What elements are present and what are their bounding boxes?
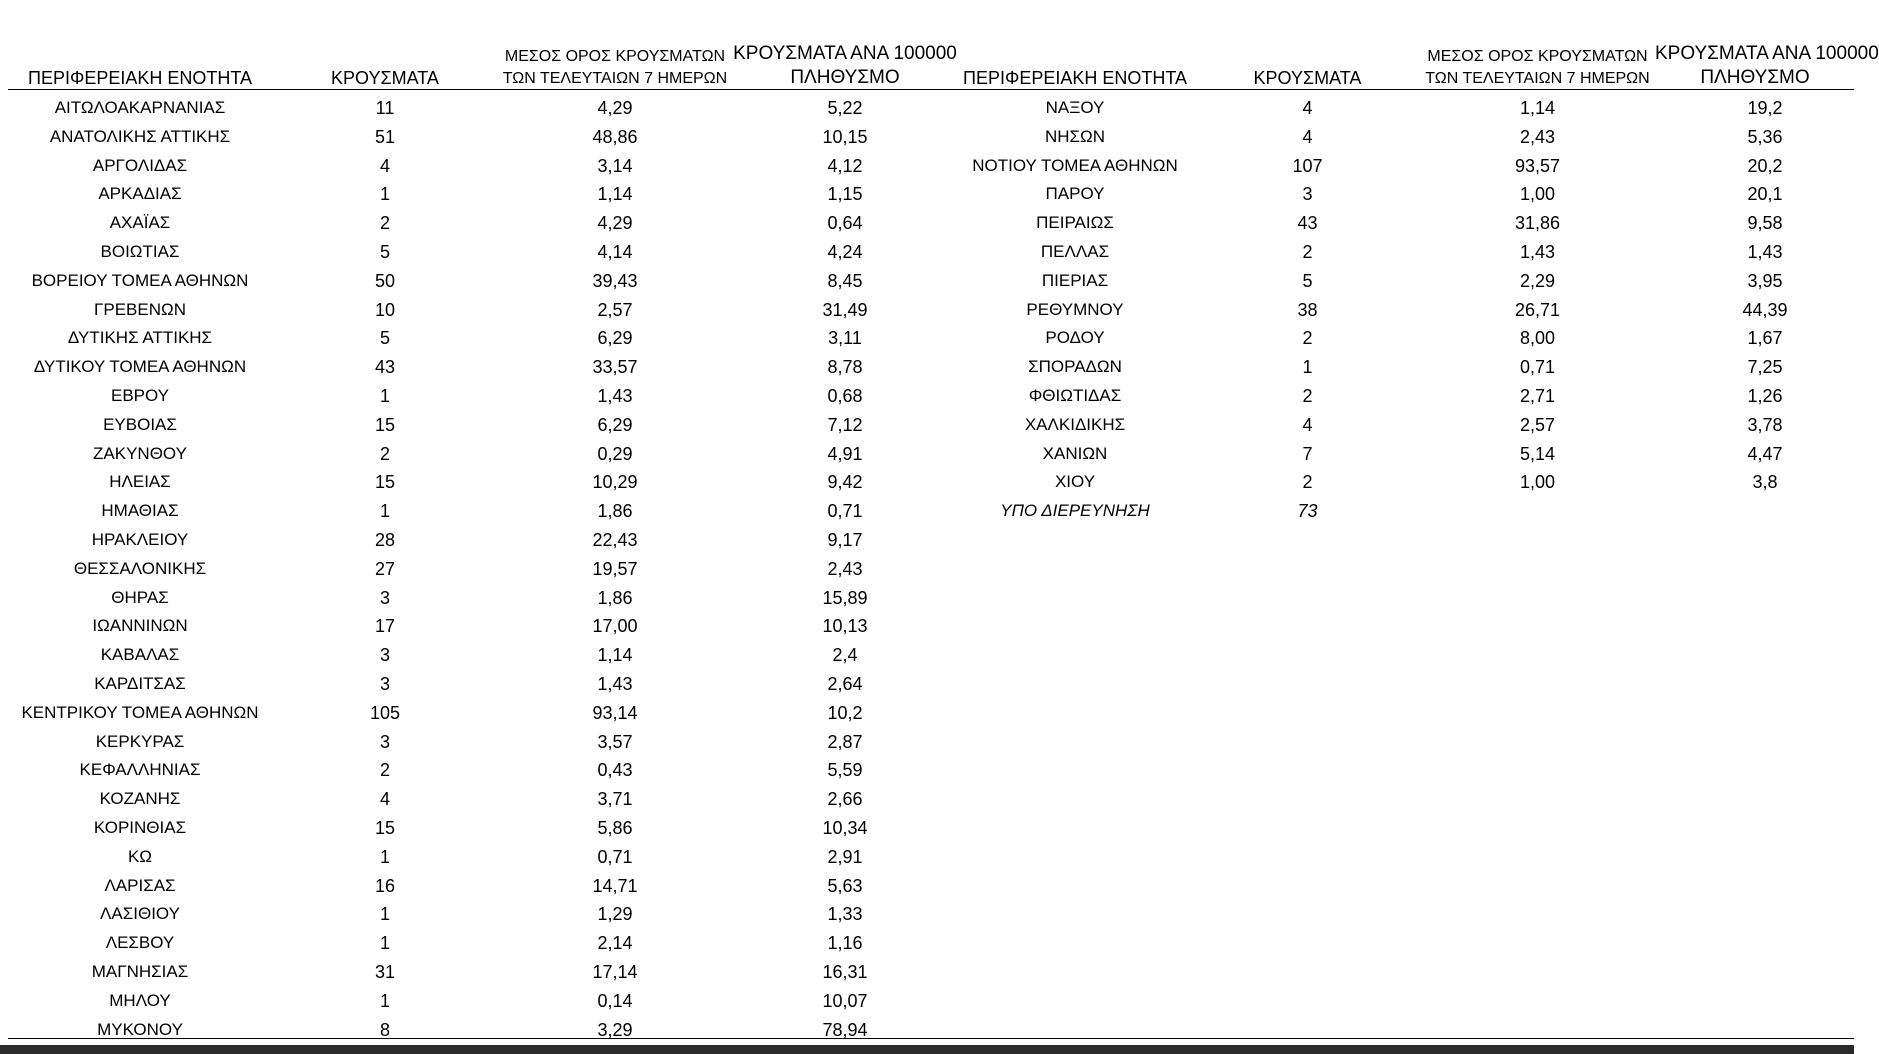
- header-region-right: [960, 40, 1190, 90]
- avg-cell: 17,00: [592, 616, 638, 637]
- per-capita-cell: 10,07: [822, 990, 868, 1011]
- cases-cell: 2: [1302, 386, 1313, 406]
- avg-cell: 1,86: [597, 501, 633, 522]
- avg-cell: 5,86: [597, 818, 633, 838]
- table-row: [0, 1016, 1854, 1045]
- avg-cell: 5,14: [1519, 443, 1556, 464]
- cases-cell: 1: [1302, 357, 1313, 378]
- per-capita-cell: 44,39: [1742, 299, 1788, 320]
- region-cell: ΒΟΙΩΤΙΑΣ: [100, 242, 180, 261]
- footer-divider: [8, 1038, 1854, 1039]
- per-capita-cell: 4,24: [827, 242, 863, 262]
- region-cell: ΛΕΣΒΟΥ: [105, 933, 175, 953]
- avg-cell: 17,14: [592, 962, 638, 982]
- region-cell: ΕΥΒΟΙΑΣ: [103, 414, 177, 434]
- cases-cell: 1: [379, 990, 390, 1011]
- table-row: [0, 296, 1854, 325]
- cases-cell: 2: [1302, 328, 1313, 349]
- per-capita-cell: 1,15: [827, 184, 863, 205]
- region-cell: ΝΗΣΩΝ: [1044, 126, 1106, 146]
- avg-cell: 6,29: [597, 328, 633, 349]
- header-avg-right-line2: ΤΩΝ ΤΕΛΕΥΤΑΙΩΝ 7 ΗΜΕΡΩΝ: [1425, 70, 1650, 87]
- cases-cell: 3: [379, 731, 390, 752]
- cases-cell: 15: [374, 818, 396, 838]
- region-cell: ΝΟΤΙΟΥ ΤΟΜΕΑ ΑΘΗΝΩΝ: [972, 155, 1178, 175]
- region-cell: ΚΩ: [127, 846, 153, 866]
- header-region-left: [10, 40, 270, 90]
- avg-cell: 3,29: [597, 1019, 633, 1040]
- region-cell: ΘΗΡΑΣ: [111, 587, 169, 607]
- region-cell: ΚΑΡΔΙΤΣΑΣ: [94, 674, 186, 693]
- avg-cell: 0,43: [597, 760, 633, 781]
- avg-cell: 4,14: [597, 242, 633, 262]
- region-cell: ΗΜΑΘΙΑΣ: [101, 501, 179, 521]
- region-cell: ΡΟΔΟΥ: [1045, 328, 1105, 348]
- per-capita-cell: 1,33: [827, 904, 863, 925]
- per-capita-cell: 16,31: [822, 962, 868, 982]
- table-row: [0, 94, 1854, 123]
- avg-cell: 26,71: [1514, 299, 1561, 320]
- per-capita-cell: 20,1: [1747, 184, 1783, 205]
- table-row: [0, 785, 1854, 814]
- table-row: [0, 555, 1854, 584]
- table-row: [0, 814, 1854, 843]
- cases-cell: 4: [379, 155, 390, 176]
- per-capita-cell: 5,22: [827, 98, 863, 118]
- table-row: [0, 612, 1854, 641]
- per-capita-cell: 15,89: [822, 587, 868, 608]
- region-cell: ΚΕΝΤΡΙΚΟΥ ΤΟΜΕΑ ΑΘΗΝΩΝ: [21, 702, 259, 722]
- per-capita-cell: 19,2: [1747, 98, 1783, 118]
- region-cell: ΥΠΟ ΔΙΕΡΕΥΝΗΣΗ: [1000, 501, 1150, 521]
- table-row: [0, 180, 1854, 209]
- cases-cell: 4: [1302, 414, 1313, 435]
- region-cell: ΚΟΖΑΝΗΣ: [99, 789, 181, 809]
- per-capita-cell: 0,68: [827, 386, 863, 406]
- table-row: [0, 411, 1854, 440]
- table-row: [0, 382, 1854, 411]
- avg-cell: 1,29: [597, 904, 633, 925]
- region-cell: ΕΒΡΟΥ: [110, 386, 170, 405]
- per-capita-cell: 2,87: [827, 731, 863, 752]
- table-row: [0, 497, 1854, 526]
- table-row: [0, 584, 1854, 613]
- header-divider: [8, 89, 1854, 90]
- cases-cell: 1: [379, 184, 390, 205]
- cases-cell: 2: [379, 213, 390, 234]
- avg-cell: 1,00: [1519, 184, 1556, 205]
- per-capita-cell: 0,71: [827, 501, 863, 522]
- avg-cell: 2,29: [1519, 270, 1556, 291]
- header-cases-left-label: ΚΡΟΥΣΜΑΤΑ: [331, 68, 439, 88]
- per-capita-cell: 2,43: [827, 558, 863, 579]
- region-cell: ΠΕΙΡΑΙΩΣ: [1036, 213, 1114, 233]
- region-cell: ΑΡΓΟΛΙΔΑΣ: [92, 155, 188, 175]
- header-avg-right-line1: ΜΕΣΟΣ ΟΡΟΣ ΚΡΟΥΣΜΑΤΩΝ: [1427, 48, 1648, 65]
- header-avg-left-line2: ΤΩΝ ΤΕΛΕΥΤΑΙΩΝ 7 ΗΜΕΡΩΝ: [502, 70, 728, 87]
- per-capita-cell: 10,34: [822, 818, 868, 838]
- region-cell: ΗΡΑΚΛΕΙΟΥ: [91, 530, 189, 549]
- per-capita-cell: 7,12: [827, 414, 863, 435]
- cases-cell: 50: [374, 270, 396, 291]
- avg-cell: 0,71: [1519, 357, 1556, 378]
- cases-cell: 4: [1302, 126, 1313, 147]
- avg-cell: 1,43: [597, 386, 633, 406]
- per-capita-cell: 8,78: [827, 357, 863, 378]
- avg-cell: 1,14: [1519, 98, 1556, 118]
- cases-cell: 2: [379, 443, 390, 464]
- per-capita-cell: 1,43: [1747, 242, 1783, 262]
- region-cell: ΑΙΤΩΛΟΑΚΑΡΝΑΝΙΑΣ: [54, 98, 226, 117]
- avg-cell: 0,71: [597, 846, 633, 867]
- table-row: [0, 958, 1854, 987]
- cases-cell: 10: [374, 299, 396, 320]
- avg-cell: 4,29: [597, 213, 633, 234]
- region-cell: ΚΕΡΚΥΡΑΣ: [95, 731, 185, 751]
- cases-cell: 3: [379, 587, 390, 608]
- cases-cell: 5: [379, 328, 390, 349]
- table-row: [0, 353, 1854, 382]
- per-capita-cell: 78,94: [822, 1019, 868, 1040]
- avg-cell: 3,71: [597, 789, 633, 810]
- header-per-right-line1: ΚΡΟΥΣΜΑΤΑ ΑΝΑ 100000: [1655, 43, 1879, 64]
- avg-cell: 10,29: [592, 472, 638, 493]
- region-cell: ΗΛΕΙΑΣ: [109, 472, 171, 492]
- header-per-left: [730, 40, 960, 90]
- avg-cell: 4,29: [597, 98, 633, 118]
- avg-cell: 3,14: [597, 155, 633, 176]
- cases-cell: 4: [1302, 98, 1313, 118]
- region-cell: ΦΘΙΩΤΙΔΑΣ: [1028, 386, 1122, 405]
- cases-cell: 3: [379, 674, 390, 694]
- per-capita-cell: 5,36: [1747, 126, 1783, 147]
- per-capita-cell: 1,67: [1747, 328, 1783, 349]
- avg-cell: 14,71: [592, 875, 638, 896]
- table-row: [0, 987, 1854, 1016]
- table-row: [0, 641, 1854, 670]
- avg-cell: 1,43: [597, 674, 633, 694]
- avg-cell: 2,57: [1519, 414, 1556, 435]
- per-capita-cell: 3,95: [1747, 270, 1783, 291]
- region-cell: ΓΡΕΒΕΝΩΝ: [94, 299, 186, 319]
- avg-cell: 33,57: [592, 357, 638, 378]
- avg-cell: 93,57: [1514, 155, 1561, 176]
- per-capita-cell: 5,63: [827, 875, 863, 896]
- avg-cell: 2,71: [1519, 386, 1556, 406]
- avg-cell: 0,29: [597, 443, 633, 464]
- region-cell: ΧΙΟΥ: [1054, 472, 1096, 492]
- region-cell: ΔΥΤΙΚΗΣ ΑΤΤΙΚΗΣ: [67, 328, 213, 348]
- region-cell: ΧΑΛΚΙΔΙΚΗΣ: [1024, 414, 1126, 434]
- avg-cell: 3,57: [597, 731, 633, 752]
- table-row: [0, 526, 1854, 555]
- table-row: [0, 123, 1854, 152]
- per-capita-cell: 1,16: [827, 933, 863, 954]
- per-capita-cell: 9,17: [827, 530, 863, 550]
- region-cell: ΧΑΝΙΩΝ: [1042, 443, 1108, 463]
- per-capita-cell: 3,78: [1747, 414, 1783, 435]
- per-capita-cell: 2,64: [827, 674, 863, 694]
- per-capita-cell: 3,8: [1752, 472, 1778, 493]
- header-cases-right-label: ΚΡΟΥΣΜΑΤΑ: [1253, 68, 1362, 88]
- table-row: [0, 468, 1854, 497]
- cases-cell: 15: [374, 414, 396, 435]
- table-row: [0, 267, 1854, 296]
- avg-cell: 93,14: [592, 702, 638, 723]
- per-capita-cell: 0,64: [827, 213, 863, 234]
- per-capita-cell: 9,58: [1747, 213, 1783, 234]
- table-row: [0, 670, 1854, 699]
- header-cases-right: [1230, 40, 1385, 90]
- header-per-left-line1: ΚΡΟΥΣΜΑΤΑ ΑΝΑ 100000: [733, 43, 957, 64]
- header-region-left-label: ΠΕΡΙΦΕΡΕΙΑΚΗ ΕΝΟΤΗΤΑ: [27, 68, 253, 88]
- region-cell: ΜΥΚΟΝΟΥ: [97, 1019, 183, 1039]
- cases-cell: 43: [1297, 213, 1318, 234]
- avg-cell: 1,00: [1519, 472, 1556, 493]
- region-cell: ΑΝΑΤΟΛΙΚΗΣ ΑΤΤΙΚΗΣ: [49, 126, 231, 146]
- region-cell: ΛΑΡΙΣΑΣ: [104, 875, 176, 895]
- cases-cell: 3: [379, 645, 390, 666]
- header-region-right-label: ΠΕΡΙΦΕΡΕΙΑΚΗ ΕΝΟΤΗΤΑ: [962, 68, 1188, 88]
- avg-cell: 48,86: [592, 126, 638, 147]
- cases-cell: 1: [379, 904, 390, 925]
- per-capita-cell: 4,47: [1747, 443, 1783, 464]
- region-cell: ΒΟΡΕΙΟΥ ΤΟΜΕΑ ΑΘΗΝΩΝ: [31, 270, 249, 290]
- region-cell: ΑΡΚΑΔΙΑΣ: [98, 184, 182, 204]
- table-row: [0, 929, 1854, 958]
- cases-cell: 15: [374, 472, 396, 493]
- cases-cell: 43: [374, 357, 396, 378]
- cases-cell: 5: [379, 242, 390, 262]
- region-cell: ΜΗΛΟΥ: [109, 990, 171, 1010]
- cases-cell: 51: [374, 126, 396, 147]
- avg-cell: 2,14: [597, 933, 633, 954]
- avg-cell: 1,86: [597, 587, 633, 608]
- avg-cell: 1,43: [1519, 242, 1556, 262]
- region-cell: ΘΕΣΣΑΛΟΝΙΚΗΣ: [73, 558, 207, 578]
- region-cell: ΛΑΣΙΘΙΟΥ: [100, 904, 180, 924]
- region-cell: ΡΕΘΥΜΝΟΥ: [1026, 299, 1124, 319]
- header-avg-left: [500, 40, 730, 90]
- per-capita-cell: 20,2: [1747, 155, 1783, 176]
- table-row: [0, 440, 1854, 469]
- table-row: [0, 843, 1854, 872]
- avg-cell: 0,14: [597, 990, 633, 1011]
- avg-cell: 2,43: [1519, 126, 1556, 147]
- avg-cell: 8,00: [1519, 328, 1556, 349]
- per-capita-cell: 4,91: [827, 443, 863, 464]
- cases-cell: 7: [1302, 443, 1313, 464]
- table-row: [0, 728, 1854, 757]
- per-capita-cell: 9,42: [827, 472, 863, 493]
- header-per-right-line2: ΠΛΗΘΥΣΜΟ: [1700, 67, 1810, 88]
- cases-cell: 1: [379, 386, 390, 406]
- region-cell: ΙΩΑΝΝΙΝΩΝ: [92, 616, 188, 636]
- per-capita-cell: 10,15: [822, 126, 868, 147]
- table-row: [0, 152, 1854, 181]
- region-cell: ΜΑΓΝΗΣΙΑΣ: [91, 962, 189, 981]
- per-capita-cell: 2,91: [827, 846, 863, 867]
- per-capita-cell: 5,59: [827, 760, 863, 781]
- table-row: [0, 872, 1854, 901]
- region-cell: ΚΕΦΑΛΛΗΝΙΑΣ: [79, 760, 201, 780]
- table-row: [0, 756, 1854, 785]
- table-row: [0, 900, 1854, 929]
- avg-cell: 19,57: [592, 558, 638, 579]
- cases-cell: 2: [1302, 242, 1313, 262]
- cases-cell: 28: [374, 530, 396, 550]
- per-capita-cell: 7,25: [1747, 357, 1783, 378]
- avg-cell: 22,43: [592, 530, 638, 550]
- cases-cell: 2: [379, 760, 390, 781]
- cases-cell: 105: [369, 702, 401, 723]
- region-cell: ΑΧΑΪΑΣ: [109, 213, 171, 233]
- header-cases-left: [300, 40, 470, 90]
- per-capita-cell: 3,11: [828, 328, 862, 349]
- table-row: [0, 238, 1854, 267]
- per-capita-cell: 8,45: [827, 270, 863, 291]
- cases-cell: 1: [379, 501, 390, 522]
- cases-cell: 107: [1292, 155, 1323, 176]
- avg-cell: 2,57: [597, 299, 633, 320]
- region-cell: ΠΙΕΡΙΑΣ: [1041, 270, 1109, 290]
- bottom-bar: [0, 1045, 1854, 1054]
- cases-cell: 2: [1302, 472, 1313, 493]
- region-cell: ΚΑΒΑΛΑΣ: [100, 645, 180, 665]
- region-cell: ΣΠΟΡΑΔΩΝ: [1028, 357, 1122, 377]
- table-row: [0, 324, 1854, 353]
- per-capita-cell: 10,2: [827, 702, 863, 723]
- per-capita-cell: 1,26: [1747, 386, 1783, 406]
- avg-cell: 1,14: [597, 184, 633, 205]
- cases-cell: 4: [379, 789, 390, 810]
- cases-cell: 1: [379, 846, 390, 867]
- cases-cell: 31: [374, 962, 396, 982]
- table-header: [0, 40, 1879, 90]
- cases-cell: 1: [379, 933, 390, 954]
- cases-cell: 38: [1297, 299, 1318, 320]
- cases-cell: 8: [379, 1019, 390, 1040]
- cases-cell: 17: [374, 616, 396, 637]
- per-capita-cell: 10,13: [822, 616, 868, 637]
- cases-cell: 73: [1297, 501, 1318, 522]
- cases-cell: 11: [375, 98, 395, 118]
- region-cell: ΚΟΡΙΝΘΙΑΣ: [93, 818, 187, 837]
- header-avg-right: [1420, 40, 1655, 90]
- per-capita-cell: 4,12: [827, 155, 863, 176]
- table-row: [0, 209, 1854, 238]
- region-cell: ΠΑΡΟΥ: [1045, 184, 1105, 204]
- avg-cell: 31,86: [1514, 213, 1561, 234]
- avg-cell: 1,14: [597, 645, 633, 666]
- region-cell: ΔΥΤΙΚΟΥ ΤΟΜΕΑ ΑΘΗΝΩΝ: [33, 357, 247, 377]
- cases-cell: 16: [374, 875, 396, 896]
- header-per-right: [1655, 40, 1879, 90]
- per-capita-cell: 2,4: [832, 645, 858, 666]
- region-cell: ΝΑΞΟΥ: [1045, 98, 1105, 117]
- per-capita-cell: 2,66: [827, 789, 863, 810]
- avg-cell: 6,29: [597, 414, 633, 435]
- header-per-left-line2: ΠΛΗΘΥΣΜΟ: [790, 67, 900, 88]
- avg-cell: 39,43: [592, 270, 638, 291]
- region-cell: ΖΑΚΥΝΘΟΥ: [93, 443, 187, 463]
- header-avg-left-line1: ΜΕΣΟΣ ΟΡΟΣ ΚΡΟΥΣΜΑΤΩΝ: [504, 48, 726, 65]
- per-capita-cell: 31,49: [822, 299, 868, 320]
- cases-cell: 27: [374, 558, 396, 579]
- table-row: [0, 699, 1854, 728]
- cases-cell: 3: [1302, 184, 1313, 205]
- cases-cell: 5: [1302, 270, 1313, 291]
- region-cell: ΠΕΛΛΑΣ: [1040, 242, 1110, 261]
